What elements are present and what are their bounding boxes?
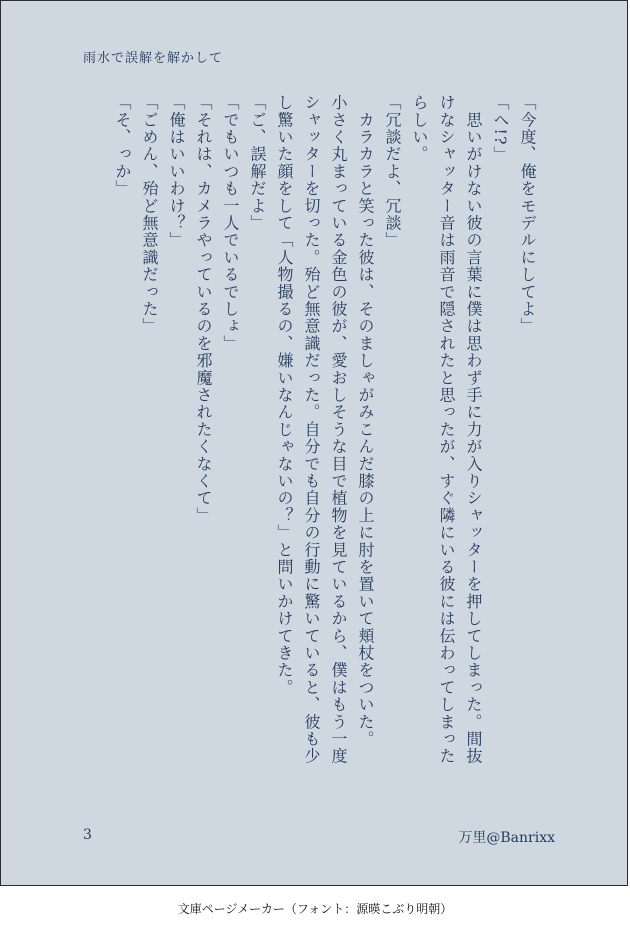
text-line: 「冗談だよ、冗談」 xyxy=(383,94,402,249)
page-title: 雨水で誤解を解かして xyxy=(83,51,224,66)
page-number: 3 xyxy=(83,827,92,843)
generator-caption: 文庫ページメーカー（フォント：源暎こぶり明朝） xyxy=(177,902,453,916)
text-line: 「へ!?」 xyxy=(491,94,510,164)
text-line: カラカラと笑った彼は、そのましゃがみこんだ膝の上に肘を置いて頬杖をついた。 xyxy=(356,94,375,748)
text-line: 「ご、誤解だよ」 xyxy=(248,94,267,232)
text-line: し驚いた顔をして「人物撮るの、嫌いなんじゃないの？」と問いかけてきた。 xyxy=(275,94,294,696)
text-line: 「でもいつも一人でいるでしょ」 xyxy=(221,94,240,352)
text-line: 「そ、っか」 xyxy=(113,94,132,198)
text-line: 思いがけない彼の言葉に僕は思わず手に力が入りシャッターを押してしまった。間抜 xyxy=(464,94,483,765)
text-line: 「今度、俺をモデルにしてよ」 xyxy=(518,94,537,335)
text-line: 小さく丸まっている金色の彼が、愛おしそうな目で植物を見ているから、僕はもう一度 xyxy=(329,94,348,765)
text-line: 「それは、カメラやっているのを邪魔されたくなくて」 xyxy=(194,94,213,524)
text-line: 「俺はいいわけ？」 xyxy=(167,94,186,249)
text-line: けなシャッター音は雨音で隠されたと思ったが、すぐ隣にいる彼には伝わってしまった xyxy=(437,94,456,765)
vertical-body-text xyxy=(71,94,541,802)
author-credit: 万里@Banrixx xyxy=(458,830,555,846)
text-line: らしい。 xyxy=(410,94,429,163)
text-line: シャッターを切った。殆ど無意識だった。自分でも自分の行動に驚いていると、彼も少 xyxy=(302,94,321,765)
text-line: 「ごめん、殆ど無意識だった」 xyxy=(140,94,159,335)
